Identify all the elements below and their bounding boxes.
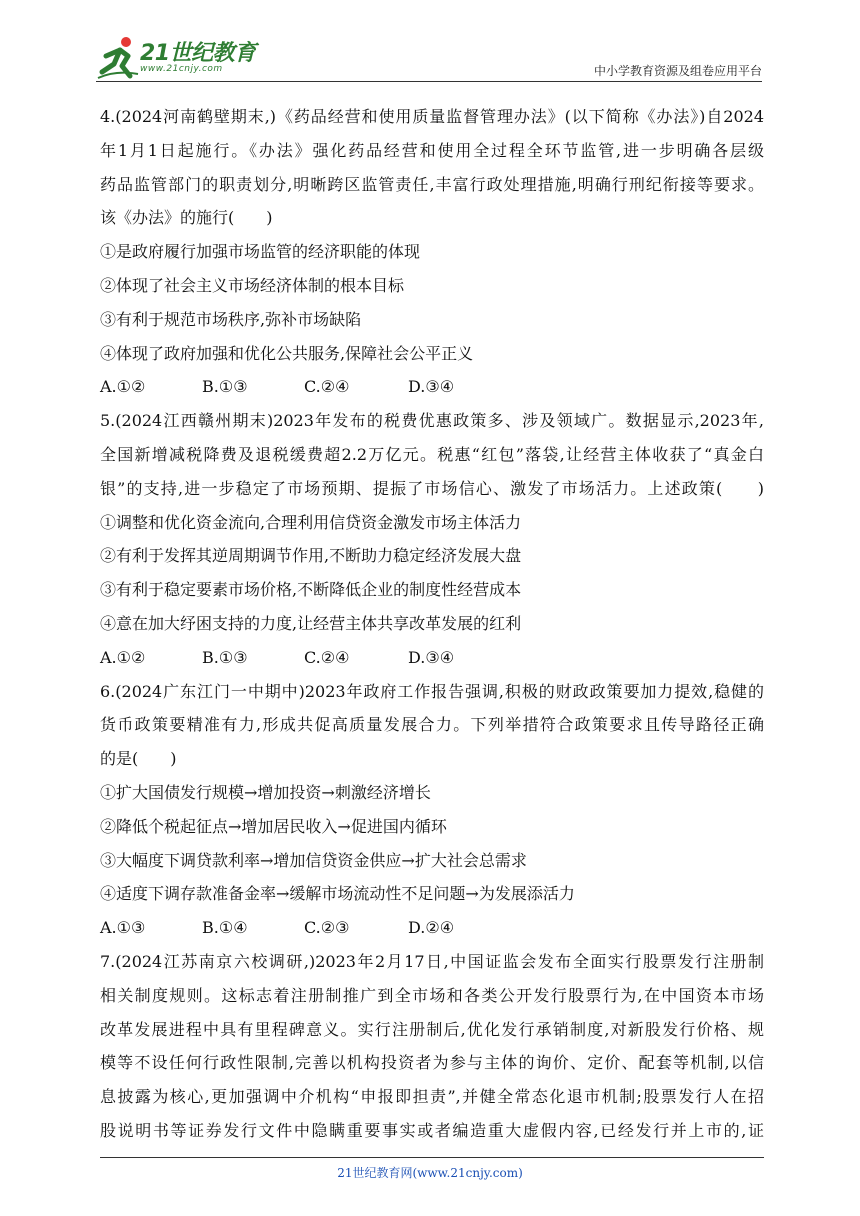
statement-item: ④意在加大纾困支持的力度,让经营主体共享改革发展的红利 xyxy=(100,613,522,633)
option-a: A.①② xyxy=(100,647,146,667)
question-stem-line: 货币政策要精准有力,形成共促高质量发展合力。下列举措符合政策要求且传导路径正确 xyxy=(100,715,764,735)
footer-divider xyxy=(100,1157,764,1158)
question-stem-line: 该《办法》的施行( ) xyxy=(100,208,273,228)
platform-name: 中小学教育资源及组卷应用平台 xyxy=(593,64,762,78)
option-c: C.②③ xyxy=(304,918,350,938)
statement-item: ①扩大国债发行规模→增加投资→刺激经济增长 xyxy=(100,782,431,802)
header-divider xyxy=(96,81,762,82)
question-stem-line: 7.(2024江苏南京六校调研,)2023年2月17日,中国证监会发布全面实行股票发行注册制 xyxy=(100,951,764,971)
page-header xyxy=(96,34,762,80)
question-stem-line: 银”的支持,进一步稳定了市场预期、提振了市场信心、激发了市场活力。上述政策( ) xyxy=(100,478,764,498)
runner-icon xyxy=(96,34,140,80)
answer-options xyxy=(100,370,764,404)
logo-text: 21世纪教育 xyxy=(140,41,256,66)
statement-item: ③有利于稳定要素市场价格,不断降低企业的制度性经营成本 xyxy=(100,580,522,600)
statement-item: ①是政府履行加强市场监管的经济职能的体现 xyxy=(100,242,421,262)
option-c: C.②④ xyxy=(304,377,350,397)
question-list xyxy=(100,100,764,1148)
question-stem-line: 年1月1日起施行。《办法》强化药品经营和使用全过程全环节监管,进一步明确各层级 xyxy=(100,140,764,160)
option-d: D.③④ xyxy=(408,377,455,397)
statement-item: ③有利于规范市场秩序,弥补市场缺陷 xyxy=(100,309,362,329)
statement-item: ④体现了政府加强和优化公共服务,保障社会公平正义 xyxy=(100,343,474,363)
question-stem-line: 息披露为核心,更加强调中介机构“申报即担责”,并健全常态化退市机制;股票发行人在招 xyxy=(100,1087,764,1107)
option-c: C.②④ xyxy=(304,647,350,667)
option-b: B.①③ xyxy=(202,647,248,667)
question-5 xyxy=(100,404,764,674)
question-4 xyxy=(100,100,764,404)
question-stem-line: 5.(2024江西赣州期末)2023年发布的税费优惠政策多、涉及领域广。数据显示,2023年, xyxy=(100,411,764,431)
option-d: D.②④ xyxy=(408,918,455,938)
option-b: B.①③ xyxy=(202,377,248,397)
statement-item: ②体现了社会主义市场经济体制的根本目标 xyxy=(100,275,405,295)
question-7 xyxy=(100,945,764,1148)
question-stem-line: 药品监管部门的职责划分,明晰跨区监管责任,丰富行政处理措施,明确行刑纪衔接等要求。 xyxy=(100,174,764,194)
site-logo xyxy=(96,34,266,80)
question-stem-line: 全国新增减税降费及退税缓费超2.2万亿元。税惠“红包”落袋,让经营主体收获了“真金白 xyxy=(100,444,764,464)
question-6 xyxy=(100,675,764,945)
statement-item: ①调整和优化资金流向,合理利用信贷资金激发市场主体活力 xyxy=(100,512,522,532)
question-stem-line: 6.(2024广东江门一中期中)2023年政府工作报告强调,积极的财政政策要加力提效,稳健的 xyxy=(100,681,764,701)
option-d: D.③④ xyxy=(408,647,455,667)
question-stem-line: 4.(2024河南鹤壁期末,)《药品经营和使用质量监督管理办法》(以下简称《办法》)自2024 xyxy=(100,107,764,126)
statement-item: ②有利于发挥其逆周期调节作用,不断助力稳定经济发展大盘 xyxy=(100,546,522,566)
question-stem-line: 股说明书等证券发行文件中隐瞒重要事实或者编造重大虚假内容,已经发行并上市的,证 xyxy=(100,1120,764,1140)
answer-options xyxy=(100,641,764,675)
logo-url: www.21cnjy.com xyxy=(140,64,223,74)
statement-item: ②降低个税起征点→增加居民收入→促进国内循环 xyxy=(100,816,447,836)
option-b: B.①④ xyxy=(202,918,248,938)
question-stem-line: 模等不设任何行政性限制,完善以机构投资者为参与主体的询价、定价、配套等机制,以信 xyxy=(100,1053,764,1073)
question-stem-line: 的是( ) xyxy=(100,749,177,769)
option-a: A.①③ xyxy=(100,918,146,938)
statement-item: ④适度下调存款准备金率→缓解市场流动性不足问题→为发展添活力 xyxy=(100,884,575,904)
question-stem-line: 相关制度规则。这标志着注册制推广到全市场和各类公开发行股票行为,在中国资本市场 xyxy=(100,985,764,1005)
answer-options xyxy=(100,911,764,945)
option-a: A.①② xyxy=(100,377,146,397)
statement-item: ③大幅度下调贷款利率→增加信贷资金供应→扩大社会总需求 xyxy=(100,850,527,870)
question-stem-line: 改革发展进程中具有里程碑意义。实行注册制后,优化发行承销制度,对新股发行价格、规 xyxy=(100,1019,764,1039)
page-footer: 21世纪教育网(www.21cnjy.com) xyxy=(337,1166,523,1180)
